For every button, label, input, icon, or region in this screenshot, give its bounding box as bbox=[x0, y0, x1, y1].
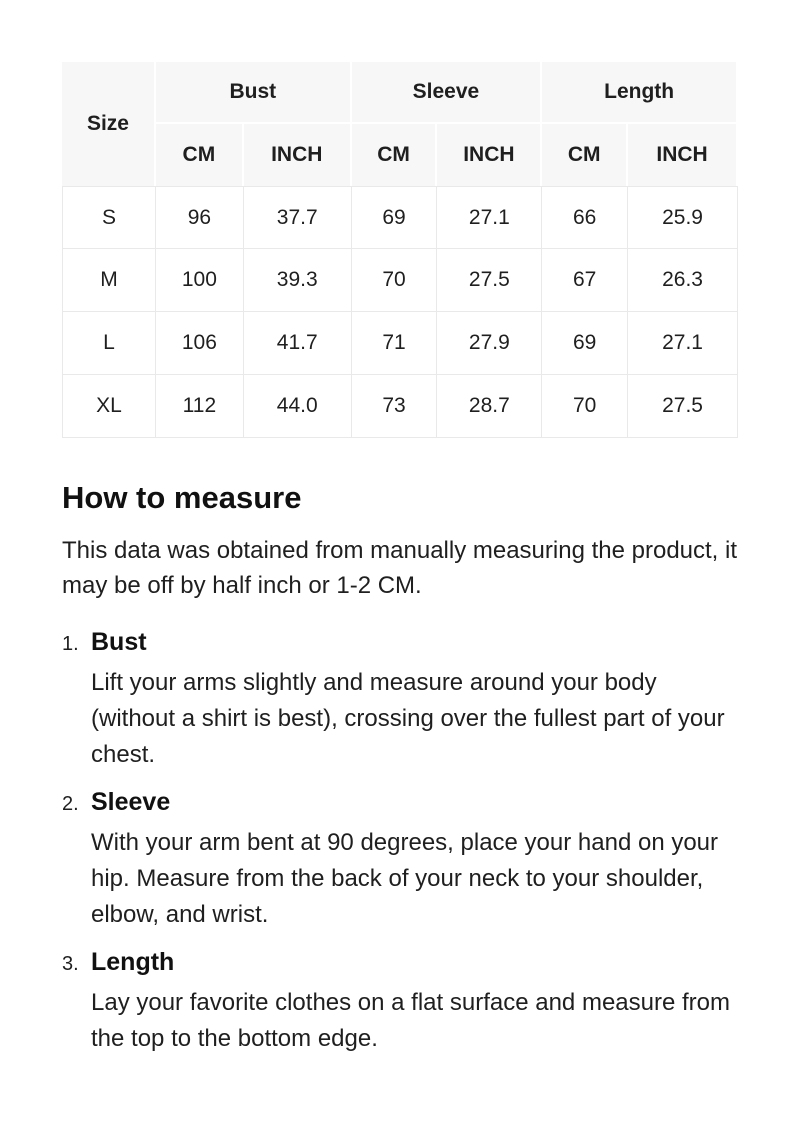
unit-header-length-inch: INCH bbox=[628, 124, 738, 186]
step-title: Sleeve bbox=[91, 788, 171, 816]
step-description: With your arm bent at 90 degrees, place your hand on your hip. Measure from the back of your neck to your shoulder, elbow, and wrist. bbox=[91, 829, 719, 928]
value-cell-sleeve-inch: 27.5 bbox=[437, 249, 542, 312]
measure-step-sleeve bbox=[62, 787, 738, 933]
value-cell-bust-inch: 39.3 bbox=[244, 249, 352, 312]
unit-header-length-cm: CM bbox=[542, 124, 628, 186]
column-group-length: Length bbox=[542, 62, 738, 124]
value-cell-sleeve-cm: 69 bbox=[352, 186, 438, 249]
value-cell-length-inch: 27.1 bbox=[628, 312, 738, 375]
unit-header-sleeve-cm: CM bbox=[352, 124, 438, 186]
value-cell-bust-cm: 96 bbox=[156, 186, 244, 249]
how-to-measure-title: How to measure bbox=[62, 480, 302, 515]
table-row-m bbox=[62, 249, 738, 312]
unit-header-bust-inch: INCH bbox=[244, 124, 352, 186]
value-cell-bust-cm: 100 bbox=[156, 249, 244, 312]
value-cell-length-inch: 26.3 bbox=[628, 249, 738, 312]
unit-header-bust-cm: CM bbox=[156, 124, 244, 186]
size-cell: XL bbox=[62, 375, 156, 438]
value-cell-length-cm: 66 bbox=[542, 186, 628, 249]
table-row-l bbox=[62, 312, 738, 375]
table-row-xl bbox=[62, 375, 738, 438]
value-cell-sleeve-cm: 73 bbox=[352, 375, 438, 438]
column-group-bust: Bust bbox=[156, 62, 352, 124]
value-cell-bust-cm: 112 bbox=[156, 375, 244, 438]
step-title: Bust bbox=[91, 628, 147, 656]
value-cell-length-cm: 69 bbox=[542, 312, 628, 375]
value-cell-length-inch: 27.5 bbox=[628, 375, 738, 438]
size-cell: S bbox=[62, 186, 156, 249]
value-cell-bust-inch: 44.0 bbox=[244, 375, 352, 438]
column-group-sleeve: Sleeve bbox=[352, 62, 543, 124]
step-title: Length bbox=[91, 948, 175, 976]
measure-steps-list bbox=[62, 627, 738, 1057]
value-cell-length-cm: 70 bbox=[542, 375, 628, 438]
value-cell-sleeve-inch: 28.7 bbox=[437, 375, 542, 438]
value-cell-sleeve-cm: 70 bbox=[352, 249, 438, 312]
unit-header-sleeve-inch: INCH bbox=[437, 124, 542, 186]
step-number: 2. bbox=[62, 793, 79, 815]
value-cell-sleeve-cm: 71 bbox=[352, 312, 438, 375]
step-description: Lift your arms slightly and measure around your body (without a shirt is best), crossing over the fullest part of your chest. bbox=[91, 669, 725, 768]
measure-step-length bbox=[62, 947, 738, 1057]
step-number: 1. bbox=[62, 633, 79, 655]
value-cell-sleeve-inch: 27.1 bbox=[437, 186, 542, 249]
how-to-measure-intro: This data was obtained from manually measuring the product, it may be off by half inch or 1-2 CM. bbox=[62, 537, 738, 599]
step-description: Lay your favorite clothes on a flat surface and measure from the top to the bottom edge. bbox=[91, 989, 730, 1052]
size-chart-table bbox=[62, 62, 738, 438]
value-cell-bust-inch: 37.7 bbox=[244, 186, 352, 249]
value-cell-sleeve-inch: 27.9 bbox=[437, 312, 542, 375]
column-header-size: Size bbox=[62, 62, 156, 186]
size-cell: L bbox=[62, 312, 156, 375]
value-cell-length-inch: 25.9 bbox=[628, 186, 738, 249]
value-cell-bust-cm: 106 bbox=[156, 312, 244, 375]
value-cell-length-cm: 67 bbox=[542, 249, 628, 312]
step-number: 3. bbox=[62, 953, 79, 975]
value-cell-bust-inch: 41.7 bbox=[244, 312, 352, 375]
table-row-s bbox=[62, 186, 738, 249]
measure-step-bust bbox=[62, 627, 738, 773]
size-cell: M bbox=[62, 249, 156, 312]
